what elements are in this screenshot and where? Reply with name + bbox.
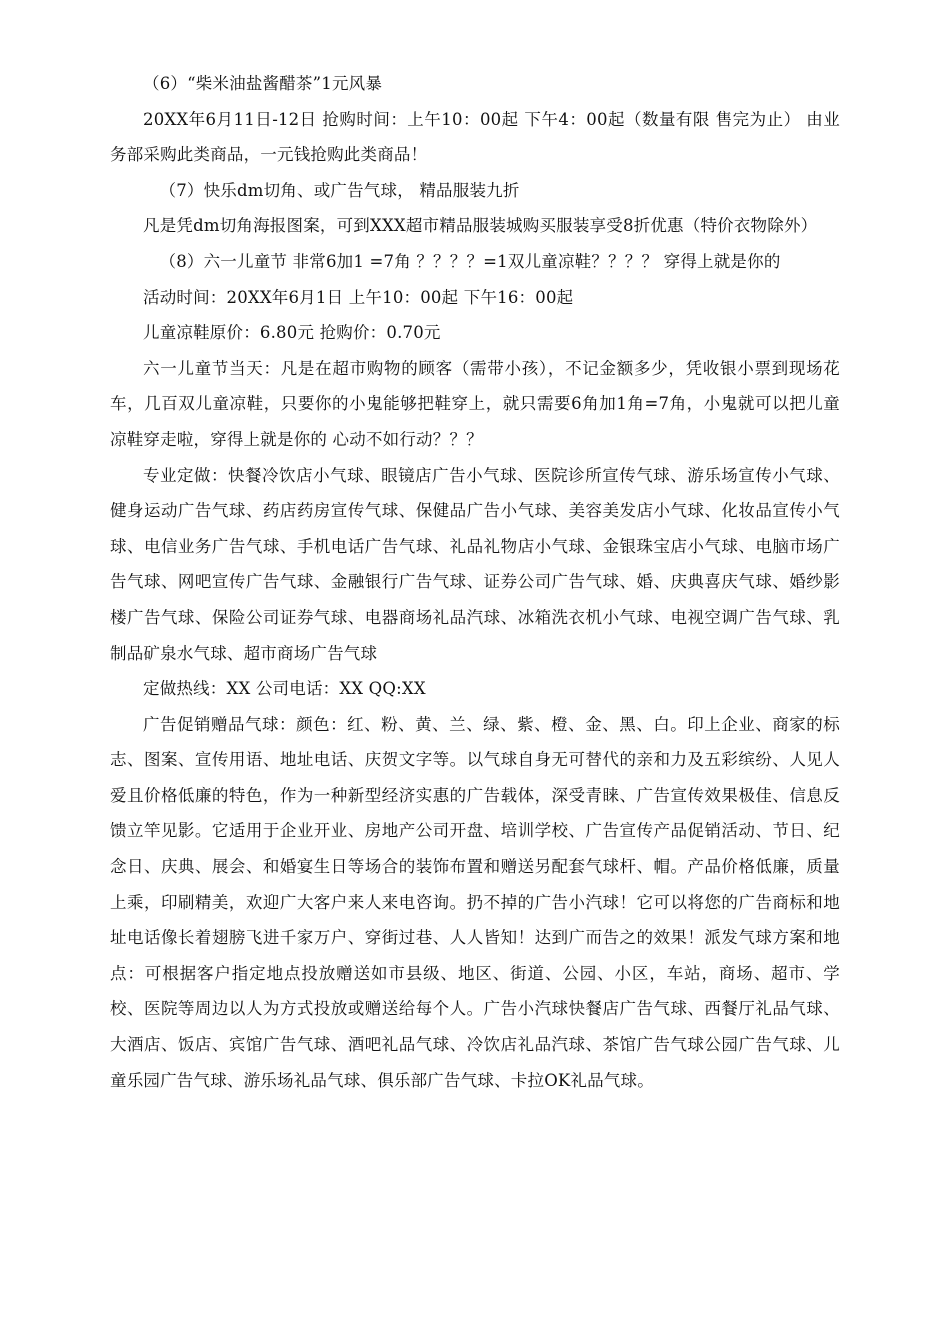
document-page bbox=[110, 66, 840, 1098]
section-heading-6: （6）“柴米油盐酱醋茶”1元风暴 bbox=[143, 74, 383, 93]
paragraph-clothing-discount: 凡是凭dm切角海报图案，可到XXX超市精品服装城购买服装享受8折优惠（特价衣物除外） bbox=[143, 216, 818, 236]
paragraph-activity-time: 活动时间：20XX年6月1日 上午10：00起 下午16：00起 bbox=[143, 287, 574, 307]
paragraph-flash-sale-time: 20XX年6月11日-12日 抢购时间：上午10：00起 下午4：00起（数量有限 售完为止） 由业务部采购此类商品，一元钱抢购此类商品！ bbox=[110, 109, 840, 165]
paragraph-sandal-price: 儿童凉鞋原价：6.80元 抢购价：0.70元 bbox=[143, 323, 441, 343]
paragraph-promo-balloons: 广告促销赠品气球：颜色：红、粉、黄、兰、绿、紫、橙、金、黑、白。印上企业、商家的标志、图案、宣传用语、地址电话、庆贺文字等。以气球自身无可替代的亲和力及五彩缤纷、人见人爱且价格低廉的特色，作为一种新型经济实惠的广告载体，深受青睐、广告宣传效果极佳、信息反馈立竿见影。它适用于企业开业、房地产公司开盘、培训学校、广告宣传产品促销活动、节日、纪念日、庆典、展会、和婚宴生日等场合的装饰布置和赠送另配套气球杆、帽。产品价格低廉，质量上乘，印刷精美，欢迎广大客户来人来电咨询。扔不掉的广告小汽球！它可以将您的广告商标和地址电话像长着翅膀飞进千家万户、穿街过巷、人人皆知！达到广而告之的效果！派发气球方案和地点：可根据客户指定地点投放赠送如市县级、地区、街道、公园、小区，车站，商场、超市、学校、医院等周边以人为方式投放或赠送给每个人。广告小汽球快餐店广告气球、西餐厅礼品气球、大酒店、饭店、宾馆广告气球、酒吧礼品气球、冷饮店礼品汽球、茶馆广告气球公园广告气球、儿童乐园广告气球、游乐场礼品气球、俱乐部广告气球、卡拉OK礼品气球。 bbox=[110, 714, 840, 1090]
paragraph-childrens-day: 六一儿童节当天：凡是在超市购物的顾客（需带小孩），不记金额多少，凭收银小票到现场花车，几百双儿童凉鞋，只要你的小鬼能够把鞋穿上，就只需要6角加1角=7角，小鬼就可以把儿童凉鞋穿走啦，穿得上就是你的 心动不如行动？？？ bbox=[110, 358, 840, 449]
paragraph-hotline: 定做热线：XX 公司电话：XX QQ:XX bbox=[143, 679, 426, 699]
paragraph-custom-balloons: 专业定做：快餐冷饮店小气球、眼镜店广告小气球、医院诊所宣传气球、游乐场宣传小气球、健身运动广告气球、药店药房宣传气球、保健品广告小气球、美容美发店小气球、化妆品宣传小气球、电信业务广告气球、手机电话广告气球、礼品礼物店小气球、金银珠宝店小气球、电脑市场广告气球、网吧宣传广告气球、金融银行广告气球、证券公司广告气球、婚、庆典喜庆气球、婚纱影楼广告气球、保险公司证券气球、电器商场礼品汽球、冰箱洗衣机小气球、电视空调广告气球、乳制品矿泉水气球、超市商场广告气球 bbox=[110, 465, 840, 663]
section-heading-7: （7）快乐dm切角、或广告气球， 精品服装九折 bbox=[159, 180, 520, 200]
section-heading-8: （8）六一儿童节 非常6加1 =7角 ？？？？=1双儿童凉鞋？？？？ 穿得上就是你的 bbox=[159, 251, 781, 271]
